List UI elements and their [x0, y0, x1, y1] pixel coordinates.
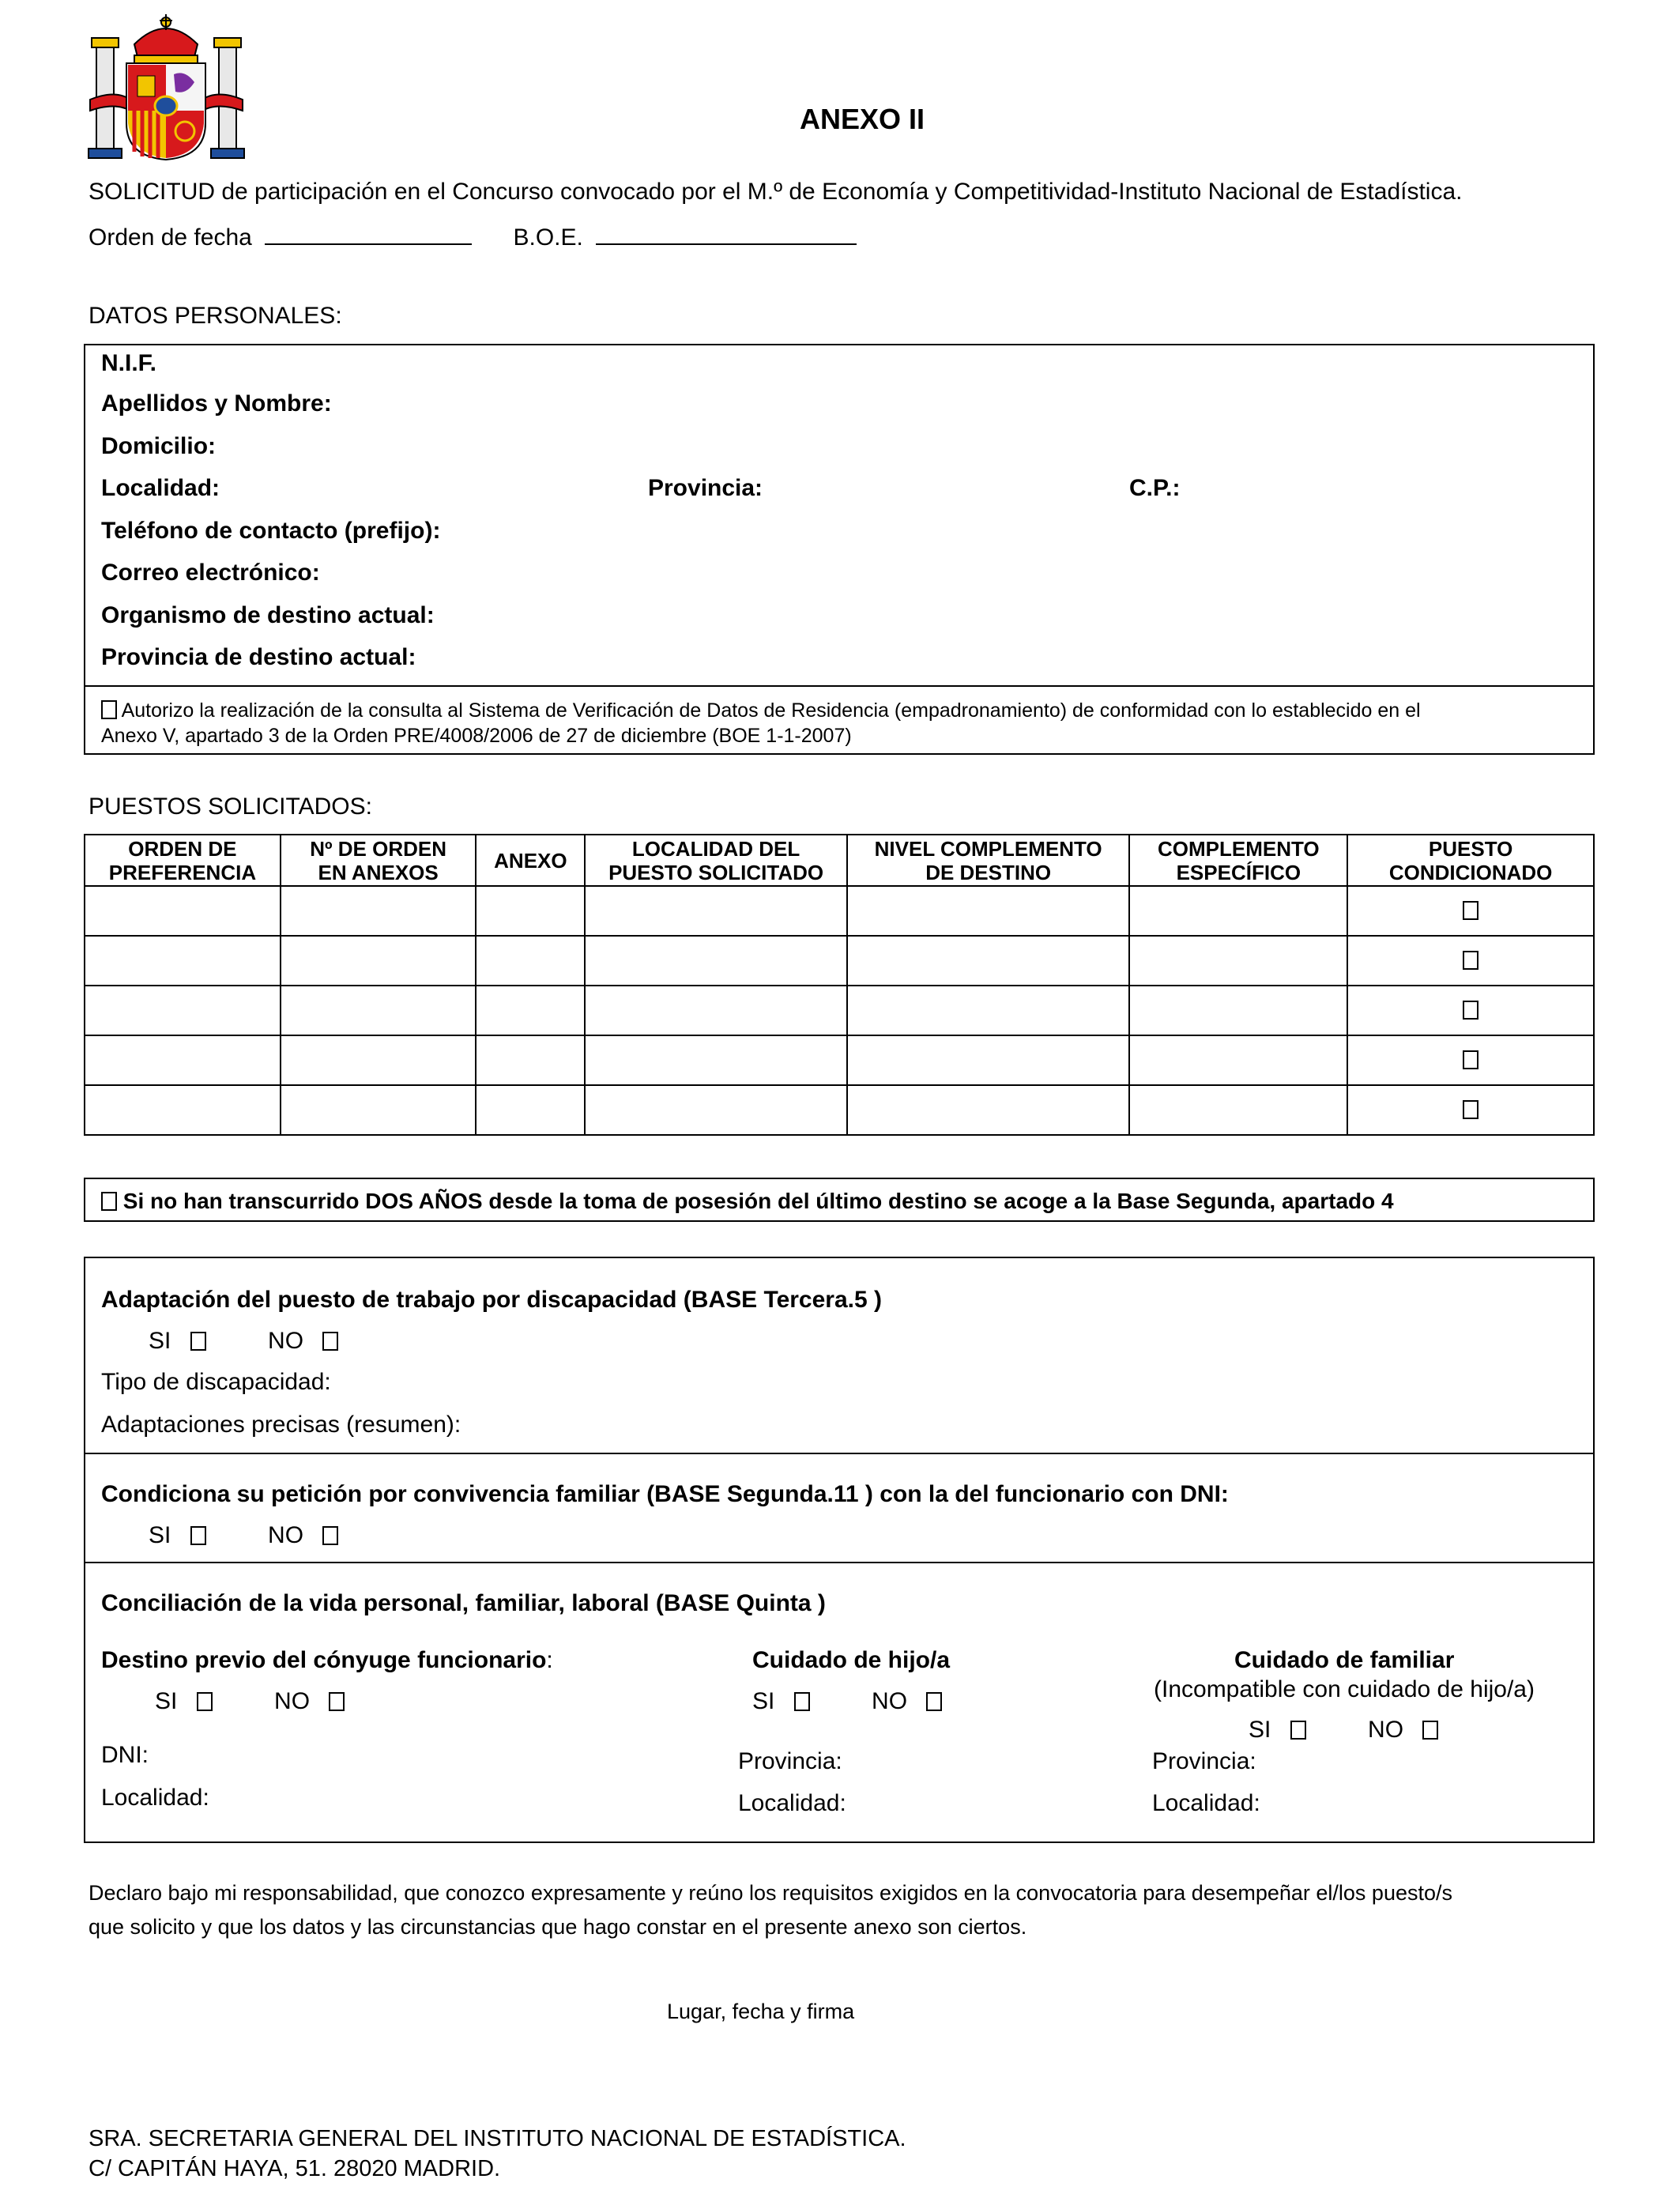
condicionado-checkbox[interactable] — [1463, 1100, 1478, 1119]
autorizo-text: Autorizo la realización de la consulta al Sistema de Verificación de Datos de Residencia (empadronamiento) de conformidad con lo establecido en el — [121, 699, 1421, 722]
table-cell — [1347, 1035, 1594, 1085]
provincia-label[interactable]: Provincia: — [648, 475, 763, 501]
hijo-provincia-label[interactable]: Provincia: — [738, 1748, 842, 1774]
table-cell[interactable] — [585, 886, 847, 936]
table-row — [85, 1035, 1594, 1085]
solicitud-text: SOLICITUD de participación en el Concurso convocado por el M.º de Economía y Competitividad-Instituto Nacional de Estadística. — [89, 179, 1463, 205]
datos-personales-box — [84, 344, 1595, 755]
boe-field[interactable] — [596, 223, 857, 245]
table-cell[interactable] — [281, 886, 477, 936]
declaracion-line1: Declaro bajo mi responsabilidad, que conozco expresamente y reúno los requisitos exigidos en la convocatoria para desempeñar el/los puesto/s — [89, 1881, 1452, 1905]
adaptacion-no-label: NO — [268, 1328, 304, 1354]
conciliacion-title: Conciliación de la vida personal, familiar, laboral (BASE Quinta ) — [101, 1590, 826, 1616]
table-cell[interactable] — [85, 986, 281, 1035]
table-cell[interactable] — [476, 986, 585, 1035]
dos-anos-box — [84, 1178, 1595, 1222]
familiar-title: Cuidado de familiar — [1234, 1647, 1455, 1673]
conyuge-label: Destino previo del cónyuge funcionario — [101, 1647, 547, 1673]
familiar-options — [1249, 1717, 1438, 1744]
situaciones-box — [84, 1257, 1595, 1843]
table-cell[interactable] — [281, 986, 477, 1035]
familiar-provincia-label[interactable]: Provincia: — [1152, 1748, 1256, 1774]
conyuge-title — [101, 1647, 553, 1674]
col-num-orden: Nº DE ORDEN EN ANEXOS — [281, 835, 477, 886]
convivencia-title: Condiciona su petición por convivencia familiar (BASE Segunda.11 ) con la del funcionario con DNI: — [101, 1481, 1229, 1507]
dos-anos-strong: DOS AÑOS — [365, 1189, 483, 1213]
provincia-destino-label[interactable]: Provincia de destino actual: — [101, 644, 416, 670]
table-cell — [1347, 1085, 1594, 1135]
table-row — [85, 886, 1594, 936]
table-cell[interactable] — [1129, 886, 1347, 936]
datos-personales-heading: DATOS PERSONALES: — [89, 303, 342, 329]
table-cell[interactable] — [847, 1085, 1130, 1135]
adaptacion-title: Adaptación del puesto de trabajo por discapacidad (BASE Tercera.5 ) — [101, 1287, 883, 1313]
adaptacion-si-checkbox[interactable] — [190, 1332, 206, 1351]
puestos-table — [84, 834, 1595, 1136]
conyuge-no-checkbox[interactable] — [329, 1692, 345, 1711]
autorizo-row — [101, 699, 1421, 722]
dos-anos-row — [101, 1189, 1394, 1214]
page-title: ANEXO II — [800, 103, 925, 135]
declaracion-line2: que solicito y que los datos y las circunstancias que hago constar en el presente anexo son ciertos. — [89, 1915, 1027, 1939]
table-header-row — [85, 835, 1594, 886]
firma-label: Lugar, fecha y firma — [667, 2000, 855, 2023]
footer-address-line1: SRA. SECRETARIA GENERAL DEL INSTITUTO NACIONAL DE ESTADÍSTICA. — [89, 2126, 906, 2151]
domicilio-label[interactable]: Domicilio: — [101, 433, 217, 459]
conyuge-colon: : — [546, 1647, 553, 1673]
condicionado-checkbox[interactable] — [1463, 901, 1478, 920]
table-cell[interactable] — [585, 1035, 847, 1085]
table-cell[interactable] — [476, 1085, 585, 1135]
table-cell[interactable] — [585, 1085, 847, 1135]
conyuge-options — [155, 1688, 345, 1715]
table-cell[interactable] — [847, 1035, 1130, 1085]
dos-anos-post: desde la toma de posesión del último destino se acoge a la Base Segunda, apartado 4 — [488, 1189, 1394, 1213]
col-anexo: ANEXO — [476, 835, 585, 886]
col-puesto-condicionado: PUESTO CONDICIONADO — [1347, 835, 1594, 886]
table-cell[interactable] — [1129, 936, 1347, 986]
convivencia-si-checkbox[interactable] — [190, 1526, 206, 1545]
col-nivel-complemento: NIVEL COMPLEMENTO DE DESTINO — [847, 835, 1130, 886]
hijo-no-checkbox[interactable] — [926, 1692, 942, 1711]
table-cell[interactable] — [85, 1085, 281, 1135]
table-row — [85, 986, 1594, 1035]
familiar-si-checkbox[interactable] — [1290, 1721, 1306, 1740]
table-cell[interactable] — [1129, 1085, 1347, 1135]
conyuge-si-checkbox[interactable] — [197, 1692, 213, 1711]
condicionado-checkbox[interactable] — [1463, 1001, 1478, 1020]
correo-label[interactable]: Correo electrónico: — [101, 560, 320, 586]
convivencia-no-checkbox[interactable] — [322, 1526, 338, 1545]
conyuge-si-label: SI — [155, 1688, 178, 1714]
condicionado-checkbox[interactable] — [1463, 1050, 1478, 1069]
familiar-note: (Incompatible con cuidado de hijo/a) — [1154, 1676, 1535, 1702]
table-row — [85, 1085, 1594, 1135]
organismo-label[interactable]: Organismo de destino actual: — [101, 602, 435, 628]
orden-fecha-label: Orden de fecha — [89, 224, 252, 251]
hijo-localidad-label[interactable]: Localidad: — [738, 1790, 846, 1816]
autorizo-checkbox[interactable] — [101, 700, 117, 719]
hijo-no-label: NO — [872, 1688, 908, 1714]
hijo-si-label: SI — [752, 1688, 775, 1714]
table-cell[interactable] — [847, 886, 1130, 936]
apellidos-label[interactable]: Apellidos y Nombre: — [101, 390, 332, 417]
table-cell — [1347, 886, 1594, 936]
hijo-options — [752, 1688, 942, 1715]
telefono-label[interactable]: Teléfono de contacto (prefijo): — [101, 518, 441, 544]
adaptacion-options — [149, 1328, 338, 1355]
orden-fecha-field[interactable] — [265, 223, 472, 245]
familiar-localidad-label[interactable]: Localidad: — [1152, 1790, 1260, 1816]
col-localidad: LOCALIDAD DEL PUESTO SOLICITADO — [585, 835, 847, 886]
table-cell[interactable] — [281, 1035, 477, 1085]
localidad-label[interactable]: Localidad: — [101, 475, 220, 501]
adaptaciones-label[interactable]: Adaptaciones precisas (resumen): — [101, 1412, 461, 1438]
table-cell[interactable] — [85, 1035, 281, 1085]
table-cell — [1347, 936, 1594, 986]
table-cell[interactable] — [847, 986, 1130, 1035]
footer-address-line2: C/ CAPITÁN HAYA, 51. 28020 MADRID. — [89, 2156, 501, 2181]
table-cell[interactable] — [85, 886, 281, 936]
familiar-si-label: SI — [1249, 1717, 1271, 1743]
divider — [85, 685, 1593, 687]
table-cell[interactable] — [476, 1035, 585, 1085]
table-cell — [1347, 986, 1594, 1035]
table-cell[interactable] — [585, 986, 847, 1035]
dos-anos-pre: Si no han transcurrido — [122, 1189, 360, 1213]
tipo-discapacidad-label[interactable]: Tipo de discapacidad: — [101, 1369, 331, 1395]
table-cell[interactable] — [476, 936, 585, 986]
divider — [85, 1562, 1593, 1563]
table-cell[interactable] — [1129, 1035, 1347, 1085]
convivencia-no-label: NO — [268, 1522, 304, 1548]
orden-fecha-row — [89, 223, 857, 251]
table-cell[interactable] — [281, 1085, 477, 1135]
coat-of-arms-logo — [85, 13, 247, 163]
convivencia-si-label: SI — [149, 1522, 171, 1548]
conyuge-no-label: NO — [274, 1688, 311, 1714]
adaptacion-no-checkbox[interactable] — [322, 1332, 338, 1351]
conyuge-localidad-label[interactable]: Localidad: — [101, 1785, 209, 1811]
adaptacion-si-label: SI — [149, 1328, 171, 1354]
table-row — [85, 936, 1594, 986]
table-cell[interactable] — [476, 886, 585, 936]
familiar-no-checkbox[interactable] — [1422, 1721, 1438, 1740]
nif-label[interactable]: N.I.F. — [101, 350, 157, 376]
convivencia-options — [149, 1522, 338, 1549]
table-cell[interactable] — [85, 936, 281, 986]
cp-label[interactable]: C.P.: — [1129, 475, 1181, 501]
table-cell[interactable] — [585, 936, 847, 986]
col-orden-preferencia: ORDEN DE PREFERENCIA — [85, 835, 281, 886]
autorizo-text-line2: Anexo V, apartado 3 de la Orden PRE/4008/2006 de 27 de diciembre (BOE 1-1-2007) — [101, 725, 852, 747]
hijo-title: Cuidado de hijo/a — [752, 1647, 951, 1673]
condicionado-checkbox[interactable] — [1463, 951, 1478, 970]
col-complemento-especifico: COMPLEMENTO ESPECÍFICO — [1129, 835, 1347, 886]
boe-label: B.O.E. — [513, 224, 583, 251]
puestos-heading: PUESTOS SOLICITADOS: — [89, 794, 372, 820]
conyuge-dni-label[interactable]: DNI: — [101, 1742, 149, 1768]
dos-anos-checkbox[interactable] — [101, 1192, 117, 1211]
table-cell[interactable] — [281, 936, 477, 986]
table-cell[interactable] — [1129, 986, 1347, 1035]
hijo-si-checkbox[interactable] — [794, 1692, 810, 1711]
divider — [85, 1453, 1593, 1454]
table-cell[interactable] — [847, 936, 1130, 986]
familiar-no-label: NO — [1368, 1717, 1404, 1743]
